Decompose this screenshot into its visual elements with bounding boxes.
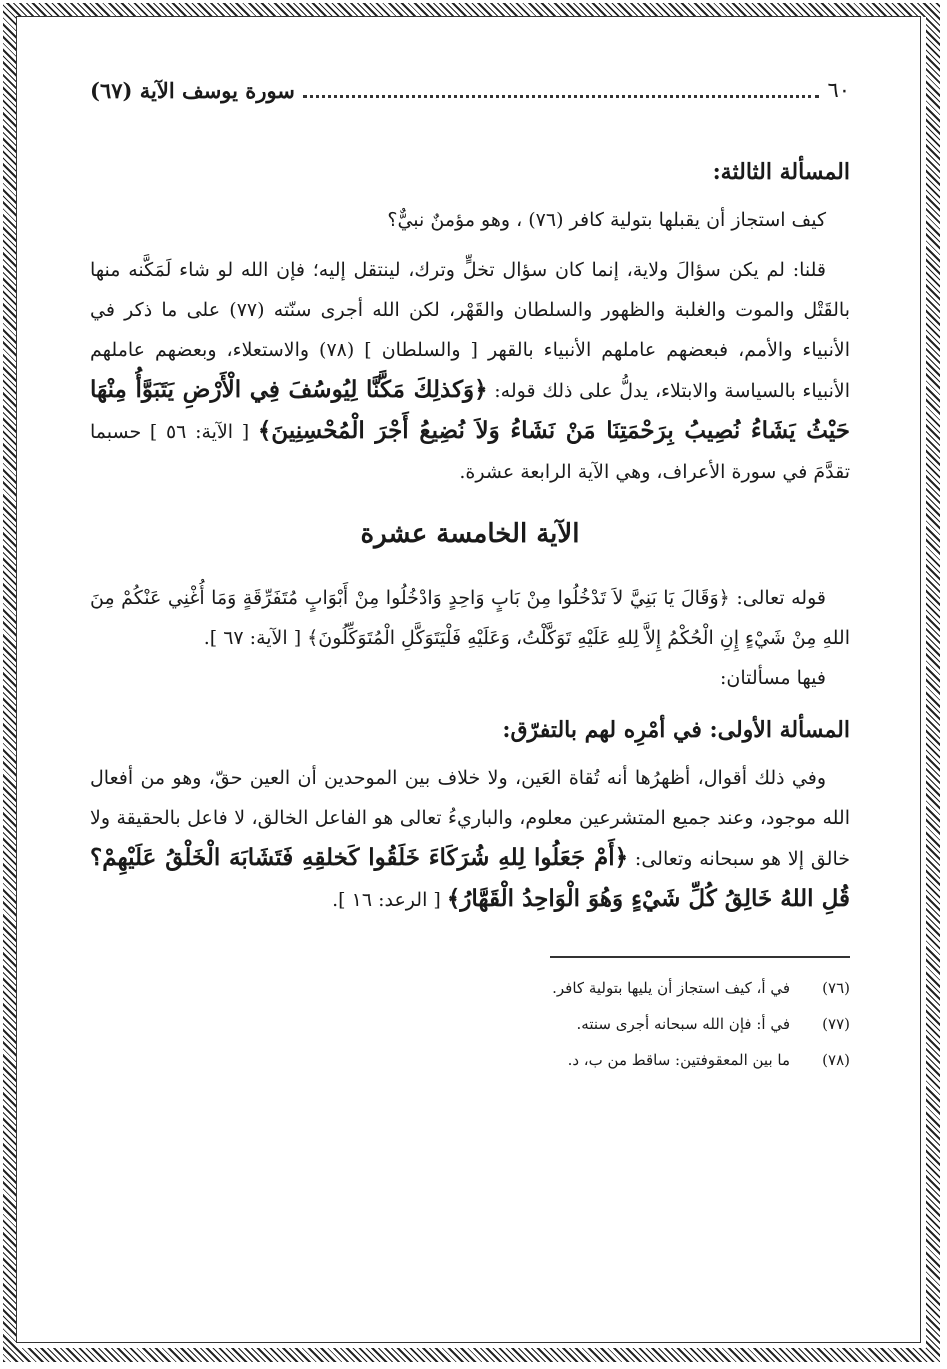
page-number: ٦٠ [827,78,850,102]
footnotes [90,970,850,1078]
footnote-item [90,970,850,1006]
footnote-number: (٧٧) [822,1015,850,1033]
quran-verse: ﴿أَمْ جَعَلُوا لِلهِ شُرَكَاءَ خَلَقُوا كَخلقِهِ فَتَشَابَهَ الْخَلْقُ عَلَيْهِمْ؟ قُلِ اللهُ خَالِقُ كُلِّ شَيْءٍ وَهُوَ الْوَاحِدُ الْقَهَّارُ﴾ [90,844,850,912]
running-header [90,70,850,110]
footnote-divider [550,956,850,958]
centered-heading-verse-fifteen: الآية الخامسة عشرة [360,519,580,549]
answer-paragraph [90,250,850,492]
footnote-number: (٧٦) [822,979,850,997]
quran-verse: ﴿وَقَالَ يَا بَنِيَّ لاَ تَدْخُلُوا مِنْ بَابٍ وَاحِدٍ وَادْخُلُوا مِنْ أَبْوَابٍ مُتَفَرِّقَةٍ وَمَا أُغْنِي عَنْكُمْ مِنَ اللهِ مِنْ شَيْءٍ إِنِ الْحُكْمُ إِلاَّ لِلهِ عَلَيْهِ تَوَكَّلْتُ، وَعَلَيْهِ فَلْيَتَوَكَّلِ الْمُتَوَكِّلُونَ﴾ [90,587,850,649]
verse-reference: [ الرعد: ١٦ ]. [332,889,447,911]
footnote-item [90,1006,850,1042]
footnote-item [90,1042,850,1078]
quran-verse: ﴿وَكذلِكَ مَكَّنَّا لِيُوسُفَ فِي الْأَرْضِ يَتَبَوَّأُ مِنْهَا حَيْثُ يَشَاءُ نُصِيبُ بِرَحْمَتِنَا مَنْ نَشَاءُ وَلاَ نُضِيعُ أَجْرَ الْمُحْسِنِينَ﴾ [90,376,850,444]
body-text: وفي ذلك أقوال، أظهرُها أنه تُقاة العَين، ولا خلاف بين الموحدين أن العين حقّ، وهو من أفعال الله موجود، وعند جميع المتشرعين معلوم، والباريءُ تعالى هو الفاعل الخالق، لا فاعل بالحقيقة ولا خالق إلا هو سبحانه وتعالى: [90,767,850,870]
footnote-text: ما بين المعقوفتين: ساقط من ب، د. [567,1051,790,1069]
issues-count-line: فيها مسألتان: [720,667,826,689]
verse-reference: [ الآية: ٦٧ ]. [203,627,308,649]
verse-reference: [ الآية: ٥٦ ] حسبما تقدَّمَ في سورة الأعراف، وهي الآية الرابعة عشرة. [90,421,850,483]
footnote-number: (٧٨) [822,1051,850,1069]
page-content [90,70,850,1078]
footnote-text: في أ، كيف استجاز أن يليها بتولية كافر. [552,979,790,997]
verse-intro: قوله تعالى: [729,587,826,609]
question-paragraph: كيف استجاز أن يقبلها بتولية كافر (٧٦) ، وهو مؤمنٌ نبيٌّ؟ [387,209,826,231]
section-heading-first-issue: المسألة الأولى: في أمْرِه لهم بالتفرّق: [502,717,850,743]
section-heading-third-issue: المسألة الثالثة: [712,159,850,185]
answer-text: قلنا: لم يكن سؤالَ ولاية، إنما كان سؤال تخلٍّ وترك، لينتقل إليه؛ فإن الله لو شاء لَمَكَّنه منها بالقَتْل والموت والغلبة والظهور والسلطان والقَهْر، لكن الله أجرى سنّته (٧٧) على ما ذكر في الأنبياء والأمم، فبعضهم عاملهم الأنبياء بالقهر [ والسلطان ] (٧٨) والاستعلاء، وبعضهم عاملهم الأنبياء بالسياسة والابتلاء، يدلُّ على ذلك قوله: [90,259,850,402]
header-leader-dots [303,83,820,98]
body-paragraph [90,758,850,920]
verse-paragraph [90,578,850,658]
running-title: سورة يوسف الآية (٦٧) [90,77,295,103]
footnote-text: في أ: فإن الله سبحانه أجرى سنته. [576,1015,790,1033]
